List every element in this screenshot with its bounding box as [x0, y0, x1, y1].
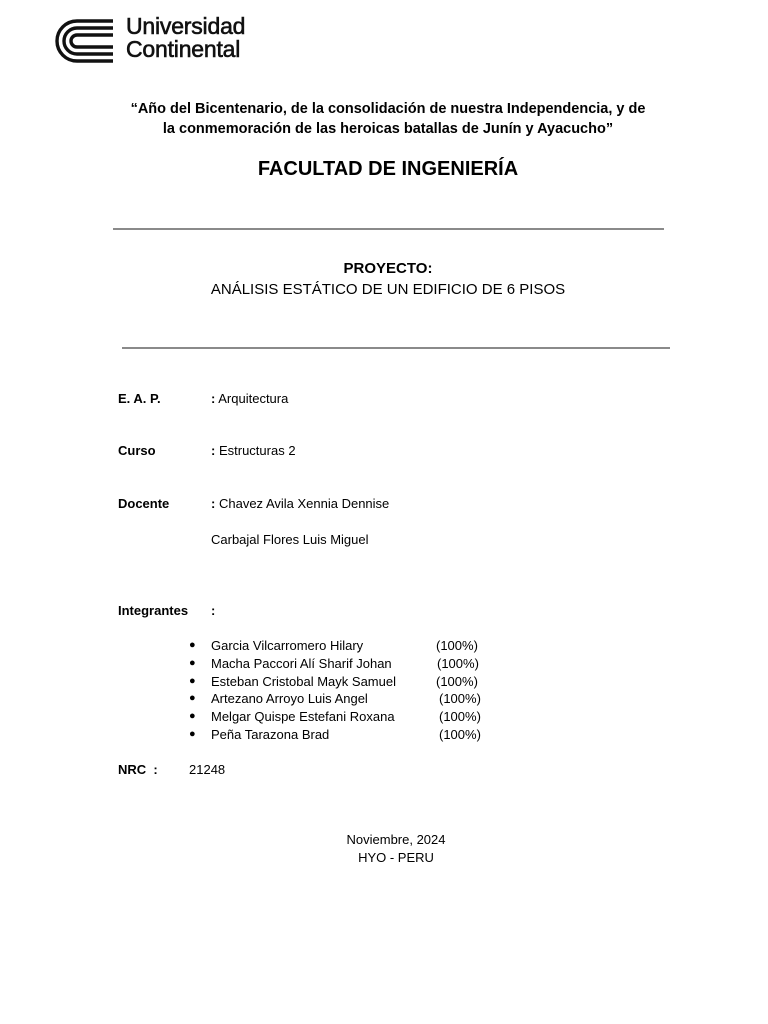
- docente-colon: :: [211, 496, 216, 511]
- member-percentage: (100%): [437, 655, 479, 671]
- logo-wordmark: [126, 15, 245, 61]
- national-motto: [100, 99, 676, 139]
- bullet-icon: ●: [189, 656, 196, 669]
- curso-label: Curso: [118, 443, 156, 458]
- logo-line-2: Continental: [126, 36, 241, 62]
- motto-line-1: “Año del Bicentenario, de la consolidación de nuestra Independencia, y de: [130, 101, 646, 117]
- footer-date: Noviembre, 2024: [346, 832, 446, 847]
- member-percentage: (100%): [439, 726, 481, 742]
- eap-label: E. A. P.: [118, 391, 161, 406]
- member-percentage: (100%): [439, 709, 481, 725]
- list-item: [189, 726, 509, 744]
- footer-place: HYO - PERU: [358, 850, 434, 865]
- eap-value-row: [211, 390, 288, 407]
- list-item: [189, 690, 509, 708]
- curso-value-row: [211, 442, 296, 459]
- list-item: [189, 673, 509, 691]
- logo-line-1: Universidad: [126, 13, 246, 39]
- bullet-icon: ●: [189, 692, 196, 705]
- project-title: ANÁLISIS ESTÁTICO DE UN EDIFICIO DE 6 PISOS: [210, 281, 566, 298]
- university-emblem-icon: [53, 18, 115, 64]
- docente-label: Docente: [118, 496, 170, 511]
- divider-bottom: [122, 347, 670, 349]
- university-logo: [53, 13, 293, 68]
- member-percentage: (100%): [436, 673, 478, 689]
- docente-value-2: Carbajal Flores Luis Miguel: [211, 532, 369, 547]
- docente-value-row: [211, 495, 389, 512]
- integrantes-label: Integrantes: [118, 603, 189, 618]
- bullet-icon: ●: [189, 710, 196, 723]
- list-item: [189, 637, 509, 655]
- member-name: Garcia Vilcarromero Hilary: [211, 638, 364, 653]
- motto-line-2: la conmemoración de las heroicas batallas de Junín y Ayacucho”: [162, 121, 614, 137]
- faculty-title: FACULTAD DE INGENIERÍA: [257, 158, 519, 180]
- member-name: Esteban Cristobal Mayk Samuel: [211, 673, 396, 689]
- members-list: [189, 637, 509, 744]
- bullet-icon: ●: [189, 727, 196, 740]
- divider-top: [113, 228, 664, 230]
- docente-value-1: Chavez Avila Xennia Dennise: [218, 496, 390, 511]
- member-name: Macha Paccori Alí Sharif Johan: [211, 655, 392, 671]
- list-item: [189, 655, 509, 673]
- bullet-icon: ●: [189, 639, 196, 651]
- member-percentage: (100%): [436, 638, 478, 653]
- nrc-label: NRC :: [118, 762, 158, 777]
- nrc-value: 21248: [189, 762, 226, 777]
- member-name: Melgar Quispe Estefani Roxana: [211, 709, 395, 725]
- member-name: Peña Tarazona Brad: [211, 726, 330, 742]
- bullet-icon: ●: [189, 674, 196, 687]
- member-name: Artezano Arroyo Luis Angel: [211, 691, 368, 707]
- project-heading: PROYECTO:: [343, 260, 433, 277]
- curso-colon: :: [211, 443, 216, 458]
- eap-value: Arquitectura: [218, 391, 289, 406]
- eap-colon: :: [211, 391, 216, 406]
- member-percentage: (100%): [439, 691, 481, 707]
- curso-value: Estructuras 2: [218, 443, 296, 458]
- integrantes-colon: :: [211, 603, 216, 618]
- list-item: [189, 708, 509, 726]
